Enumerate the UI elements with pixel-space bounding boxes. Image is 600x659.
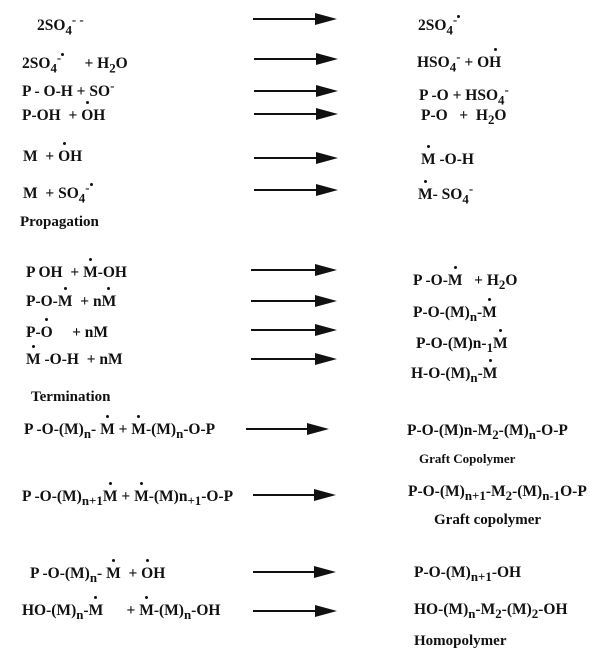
r11-reactant: P $-O-(M)_n-$ $M + M-(M)_n-O-P$ [24,421,216,442]
r7-product: P $-O-M + H_2O$ [413,272,518,293]
r4-product: $P-O + H_2O$ [421,107,507,128]
r7-reactant: P OH + M-OH [26,264,127,281]
r12-reactant: P $-O-(M)_{n+1}M + M-(M)n_{+1}-O-P$ [22,488,234,509]
r13-reactant: P $-O-(M)_n-$ M + OH [30,565,166,586]
r1-product: $2SO_4^-$ [418,12,458,38]
r11-product: $P-O-(M)n-M_2-(M)_n-O-P$ [407,422,568,443]
r14-reactant: $HO-(M)_n-M$ + $M-(M)_n-OH$ [22,602,221,623]
r10-product: $H-O-(M)_n-M$ [411,365,498,386]
r10-reactant: M -O-H + nM [26,351,123,368]
r9-reactant: P-O + nM [26,324,109,341]
r2-reactant: $2SO_4^-$ + $H_2O$ [22,50,128,76]
r8-product: $P-O-(M)_n-M$ [413,304,497,325]
r9-product: $P-O-(M)n-_1M$ [416,335,508,356]
r6-product: M- $SO_4^-$ [418,181,474,207]
termination-heading: Termination [31,389,111,405]
r2-product: $HSO_4^-$ + OH [417,49,502,75]
graft-copolymer-label-1: Graft Copolymer [419,451,516,466]
graft-copolymer-label-2: Graft copolymer [434,512,542,528]
r4-reactant: P-OH + OH [22,107,106,124]
homopolymer-label: Homopolymer [414,633,507,649]
r3-product: P $-O + HSO_4^-$ [419,82,509,108]
r1-reactant: $2SO_4^{- -}$ [37,12,84,38]
r5-reactant: M + OH [23,148,83,165]
r12-product: $P-O-(M)_{n+1}-M_2-(M)_{n-1}O-P$ [408,483,587,504]
r6-reactant: $M + SO_4^-$ [23,180,90,206]
r3-reactant: P - O-H + SO- [22,78,115,101]
r8-reactant: P-O-M + nM [26,293,117,310]
r13-product: $P-O-(M)_{n+1}-OH$ [414,564,522,585]
r14-product: $HO-(M)_n-M_2-(M)_2-OH$ [414,601,568,622]
r5-product: M -O-H [421,151,474,168]
propagation-heading: Propagation [20,214,99,230]
